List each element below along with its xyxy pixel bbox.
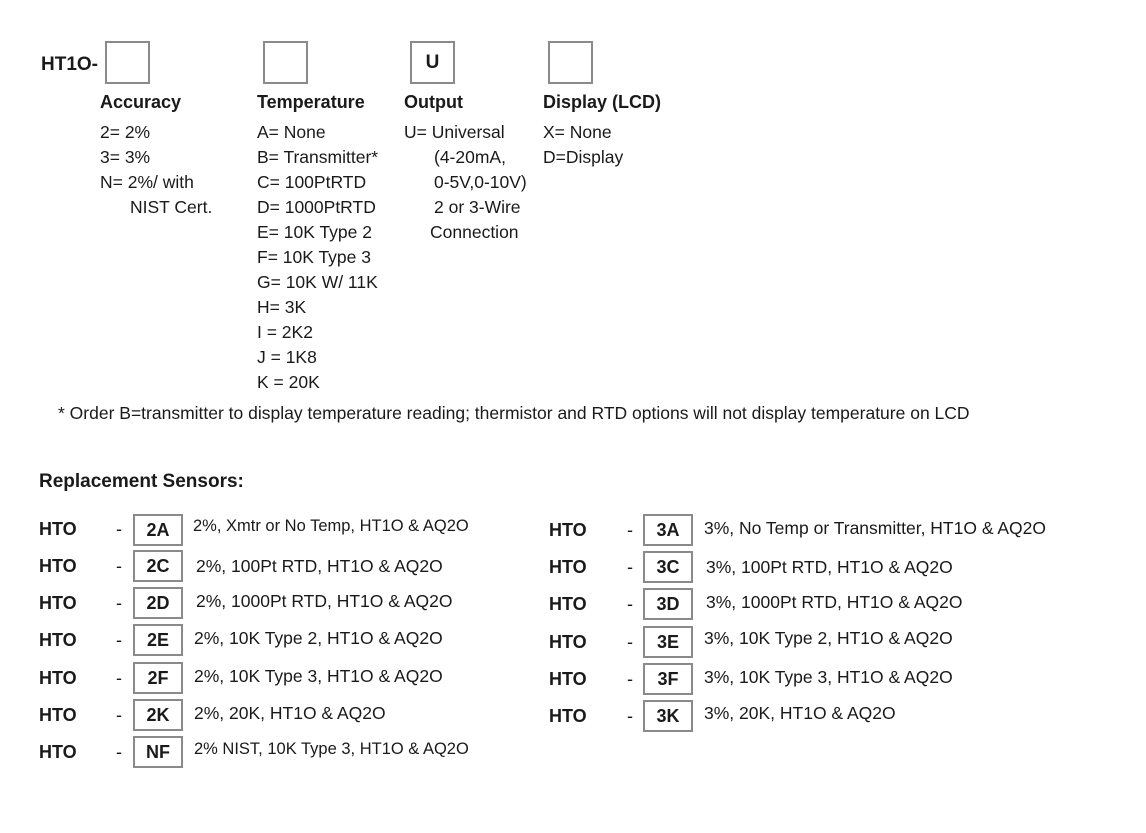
hto-prefix: HTO [39,742,77,762]
accuracy-option: NIST Cert. [130,197,213,217]
hto-prefix: HTO [549,669,587,689]
dash: - [627,520,633,540]
sensor-description: 3%, 20K, HT1O & AQ2O [704,703,896,723]
display-option: X= None [543,122,612,142]
dash: - [116,519,122,539]
dash: - [627,557,633,577]
hto-prefix: HTO [39,519,77,539]
output-option: U= Universal [404,122,505,142]
output-heading: Output [404,92,463,112]
temperature-option: B= Transmitter* [257,147,379,167]
dash: - [627,669,633,689]
dash: - [627,632,633,652]
temperature-option: G= 10K W/ 11K [257,272,378,292]
temperature-option: H= 3K [257,297,307,317]
display-box [548,41,593,84]
accuracy-option: 3= 3% [100,147,151,167]
temperature-option: D= 1000PtRTD [257,197,376,217]
output-option: 2 or 3-Wire [434,197,521,217]
output-option: (4-20mA, [434,147,506,167]
hto-prefix: HTO [39,593,77,613]
temperature-option: C= 100PtRTD [257,172,367,192]
sensor-code-box: 3A [643,514,693,546]
sensor-description: 2%, 1000Pt RTD, HT1O & AQ2O [196,591,453,611]
sensor-code-box: 2C [133,550,183,582]
accuracy-option: N= 2%/ with [100,172,194,192]
sensor-description: 2%, 20K, HT1O & AQ2O [194,703,386,723]
temperature-option: A= None [257,122,326,142]
output-option: 0-5V,0-10V) [434,172,527,192]
sensor-code-box: 3D [643,588,693,620]
output-box: U [410,41,455,84]
hto-prefix: HTO [549,632,587,652]
accuracy-option: 2= 2% [100,122,151,142]
part-prefix: HT1O- [41,54,98,75]
dash: - [116,705,122,725]
hto-prefix: HTO [549,520,587,540]
sensor-code-box: 3K [643,700,693,732]
sensor-description: 2% NIST, 10K Type 3, HT1O & AQ2O [194,740,469,758]
sensor-description: 3%, 100Pt RTD, HT1O & AQ2O [706,557,953,577]
sensor-description: 2%, Xmtr or No Temp, HT1O & AQ2O [193,517,469,535]
temperature-option: I = 2K2 [257,322,313,342]
output-option: Connection [430,222,519,242]
sensor-description: 3%, 10K Type 3, HT1O & AQ2O [704,667,953,687]
hto-prefix: HTO [39,630,77,650]
temperature-option: F= 10K Type 3 [257,247,371,267]
sensor-code-box: 3F [643,663,693,695]
dash: - [116,668,122,688]
sensor-code-box: 3E [643,626,693,658]
hto-prefix: HTO [549,557,587,577]
sensor-description: 3%, No Temp or Transmitter, HT1O & AQ2O [704,518,1047,538]
temperature-option: E= 10K Type 2 [257,222,372,242]
sensor-code-box: 2E [133,624,183,656]
sensor-description: 2%, 100Pt RTD, HT1O & AQ2O [196,556,443,576]
dash: - [116,630,122,650]
sensor-code-box: 2D [133,587,183,619]
sensor-code-box: NF [133,736,183,768]
display-heading: Display (LCD) [543,92,662,112]
hto-prefix: HTO [39,705,77,725]
hto-prefix: HTO [549,706,587,726]
sensor-description: 2%, 10K Type 3, HT1O & AQ2O [194,666,443,686]
sensor-code-box: 2F [133,662,183,694]
accuracy-heading: Accuracy [100,92,182,112]
sensor-code-box: 2K [133,699,183,731]
sensor-description: 3%, 10K Type 2, HT1O & AQ2O [704,628,953,648]
replacement-heading: Replacement Sensors: [39,471,244,492]
dash: - [116,593,122,613]
dash: - [116,556,122,576]
sensor-description: 2%, 10K Type 2, HT1O & AQ2O [194,628,443,648]
display-option: D=Display [543,147,624,167]
accuracy-box [105,41,150,84]
temperature-heading: Temperature [257,92,365,112]
sensor-code-box: 2A [133,514,183,546]
dash: - [627,594,633,614]
dash: - [116,742,122,762]
hto-prefix: HTO [39,668,77,688]
hto-prefix: HTO [549,594,587,614]
dash: - [627,706,633,726]
temperature-option: K = 20K [257,372,320,392]
sensor-code-box: 3C [643,551,693,583]
footnote: * Order B=transmitter to display temperature reading; thermistor and RTD options will not display temperature on LCD [58,403,970,423]
temperature-box [263,41,308,84]
sensor-description: 3%, 1000Pt RTD, HT1O & AQ2O [706,592,963,612]
hto-prefix: HTO [39,556,77,576]
temperature-option: J = 1K8 [257,347,317,367]
